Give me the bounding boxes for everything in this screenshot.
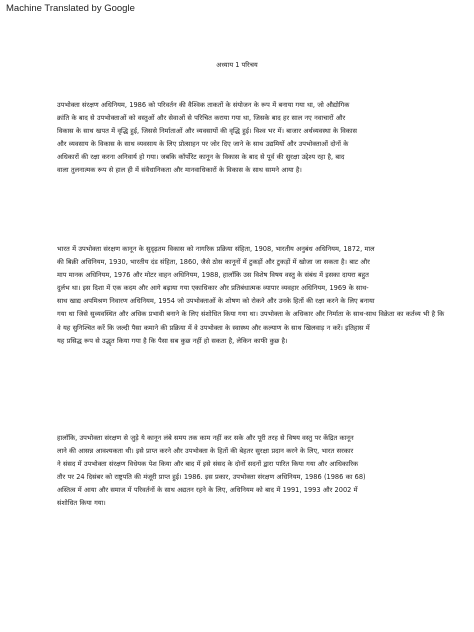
paragraph-line: भारत में उपभोक्ता संरक्षण कानून के सुदृढ़तम विकास को नागरिक प्रक्रिया संहिता, 1908, भारतीय अनुबंध अधिनियम, 1872, माल [57,245,375,253]
paragraph-line: उपभोक्ता संरक्षण अधिनियम, 1986 को परिवर्तन की वैश्विक ताकतों के संयोजन के रूप में बनाया गया था, जो औद्योगिक [57,101,350,109]
paragraph-line: अधिकारों की रक्षा करना अनिवार्य हो गया। जबकि कॉर्पोरेट कानून के विकास के बाद से पूर्व की सुरक्षा उद्देश्य रहा है, बाद [57,153,345,162]
machine-translation-label: Machine Translated by Google [6,3,135,14]
paragraph-line: क्रांति के बाद से उपभोक्ताओं को वस्तुओं और सेवाओं से परिचित कराया गया था, जिसके बाद हर साल नए नवाचारों और [57,114,346,123]
paragraph-line: दुर्लभ था। इस दिशा में एक कदम और आगे बढ़ाया गया एकाधिकार और प्रतिबंधात्मक व्यापार व्यवहार अधिनियम, 1969 के साथ- [57,284,369,293]
paragraph-line: माप मानक अधिनियम, 1976 और मोटर वाहन अधिनियम, 1988, हालाँकि उस विशेष विषय वस्तु के संबंध में इसका दायरा बहुत [57,271,369,280]
paragraph-line: साथ खाद्य अपमिश्रण निवारण अधिनियम, 1954 जो उपभोक्ताओं के शोषण को रोकने और उनके हितों की रक्षा करने के लिए बनाया [57,297,375,306]
paragraph-line: की बिक्री अधिनियम, 1930, भारतीय दंड संहिता, 1860, जैसे ठोस कानूनों में टुकड़ों और टुकड़ों में खोजा जा सकता है। बाट और [57,258,370,267]
paragraph-line: संशोधित किया गया। [57,499,106,508]
paragraph-line: ने संसद में उपभोक्ता संरक्षण विधेयक पेश किया और बाद में इसे संसद के दोनों सदनों द्वारा पारित किया गया और आधिकारिक [57,460,359,469]
paragraph-1 [57,99,417,178]
paragraph-line: तौर पर 24 दिसंबर को राष्ट्रपति की मंजूरी प्राप्त हुई। 1986. इस प्रकार, उपभोक्ता संरक्षण अधिनियम, 1986 (1986 का 68) [57,473,366,482]
paragraph-line: यह प्रसिद्ध रूप से उद्धृत किया गया है कि पैसा सब कुछ नहीं हो सकता है, लेकिन काफी कुछ है। [57,336,288,345]
paragraph-line: विकास के साथ खपत में वृद्धि हुई, जिससे निर्माताओं और व्यवसायों की वृद्धि हुई। विश्व भर में। बाजार अर्थव्यवस्था के विकास [57,127,357,136]
paragraph-line: गया था जिसे सुव्यवस्थित और अधिक प्रभावी बनाने के लिए संशोधित किया गया था। उपभोक्ता के अधिकार और निर्माता के साथ-साथ विक्रेता का कर्तव्य भी है कि [57,310,445,319]
paragraph-line: हालाँकि, उपभोक्ता संरक्षण से जुड़े ये कानून लंबे समय तक काम नहीं कर सके और पूरी तरह से विषय वस्तु पर केंद्रित कानून [57,434,354,442]
chapter-heading: अध्याय 1 परिचय [216,61,258,69]
paragraph-line: वाला तुलनात्मक रूप से हाल ही में संवैधानिकता और मानवाधिकारों के विकास के साथ सामने आया है। [57,166,302,175]
paragraph-3 [57,432,417,511]
paragraph-line: और व्यवसाय के विकास के साथ व्यवसाय के लिए प्रोत्साहन पर जोर दिए जाने के साथ उद्यमियों और उपभोक्ताओं दोनों के [57,140,349,149]
paragraph-line: लाने की आसन्न आवश्यकता थी। इसे प्राप्त करने और उपभोक्ता के हितों की बेहतर सुरक्षा प्रदान करने के लिए, भारत सरकार [57,447,354,456]
paragraph-line: वे यह सुनिश्चित करें कि जल्दी पैसा कमाने की प्रक्रिया में वे उपभोक्ता के स्वास्थ्य और कल्याण के साथ खिलवाड़ न करें। इतिहास में [57,323,370,332]
paragraph-line: अस्तित्व में आया और समाज में परिवर्तनों के साथ अद्यतन रहने के लिए, अधिनियम को बाद में 1991, 1993 और 2002 में [57,486,358,495]
paragraph-2 [57,243,445,348]
